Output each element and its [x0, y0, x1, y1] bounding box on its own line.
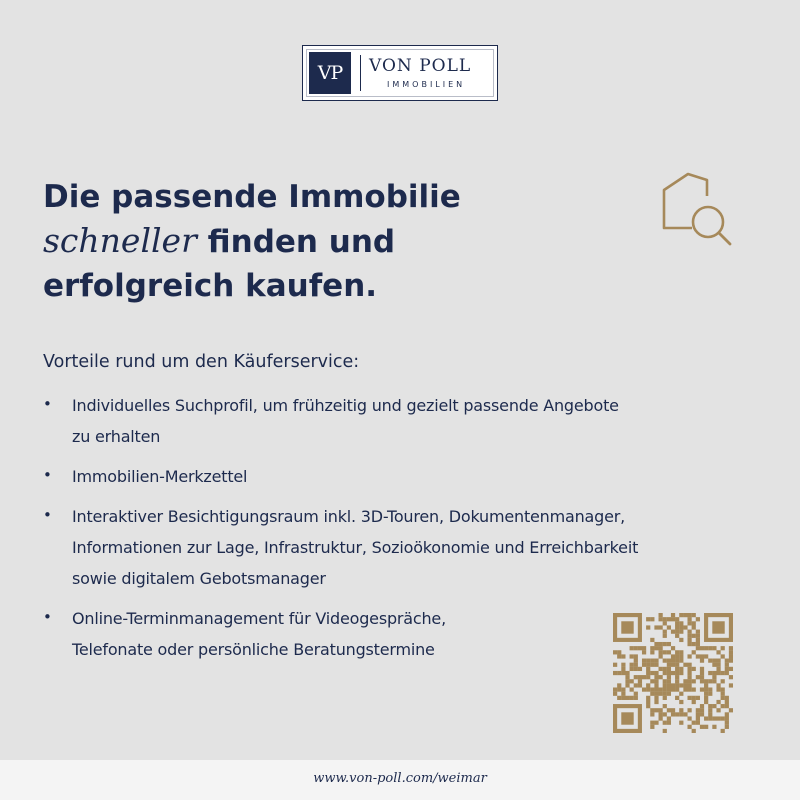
house-search-icon [660, 172, 736, 252]
benefit-line: Interaktiver Besichtigungsraum inkl. 3D-Touren, Dokumentenmanager, [72, 507, 625, 526]
headline-line-2-rest: finden und [196, 224, 396, 260]
benefit-item [43, 390, 743, 452]
headline [43, 175, 643, 308]
benefit-item [43, 501, 743, 594]
footer-url-link[interactable]: www.von-poll.com/weimar [313, 771, 487, 786]
logo-subtitle: IMMOBILIEN [387, 80, 466, 89]
bullet: • [43, 466, 52, 484]
benefit-line: zu erhalten [72, 427, 161, 446]
benefit-line: Online-Terminmanagement für Videogespräche, [72, 609, 446, 628]
benefit-line: Informationen zur Lage, Infrastruktur, Sozioökonomie und Erreichbarkeit [72, 538, 639, 557]
headline-emphasis: schneller [43, 221, 197, 260]
bullet: • [43, 608, 52, 626]
benefit-line: Immobilien-Merkzettel [72, 467, 248, 486]
benefit-line: sowie digitalem Gebotsmanager [72, 569, 326, 588]
bullet: • [43, 506, 52, 524]
logo-name: VON POLL [369, 56, 472, 76]
benefit-line: Individuelles Suchprofil, um frühzeitig und gezielt passende Angebote [72, 396, 619, 415]
headline-line-3: erfolgreich kaufen. [43, 268, 378, 304]
headline-line-1: Die passende Immobilie [43, 179, 461, 215]
qr-code-icon[interactable] [613, 613, 733, 733]
benefit-line: Telefonate oder persönliche Beratungstermine [72, 640, 435, 659]
von-poll-logo[interactable] [302, 45, 498, 101]
headline-line-2 [43, 219, 643, 264]
benefits-heading: Vorteile rund um den Käuferservice: [43, 352, 360, 372]
logo-mark: VP [309, 52, 351, 94]
bullet: • [43, 395, 52, 413]
logo-separator [360, 55, 361, 91]
benefit-item [43, 461, 743, 492]
